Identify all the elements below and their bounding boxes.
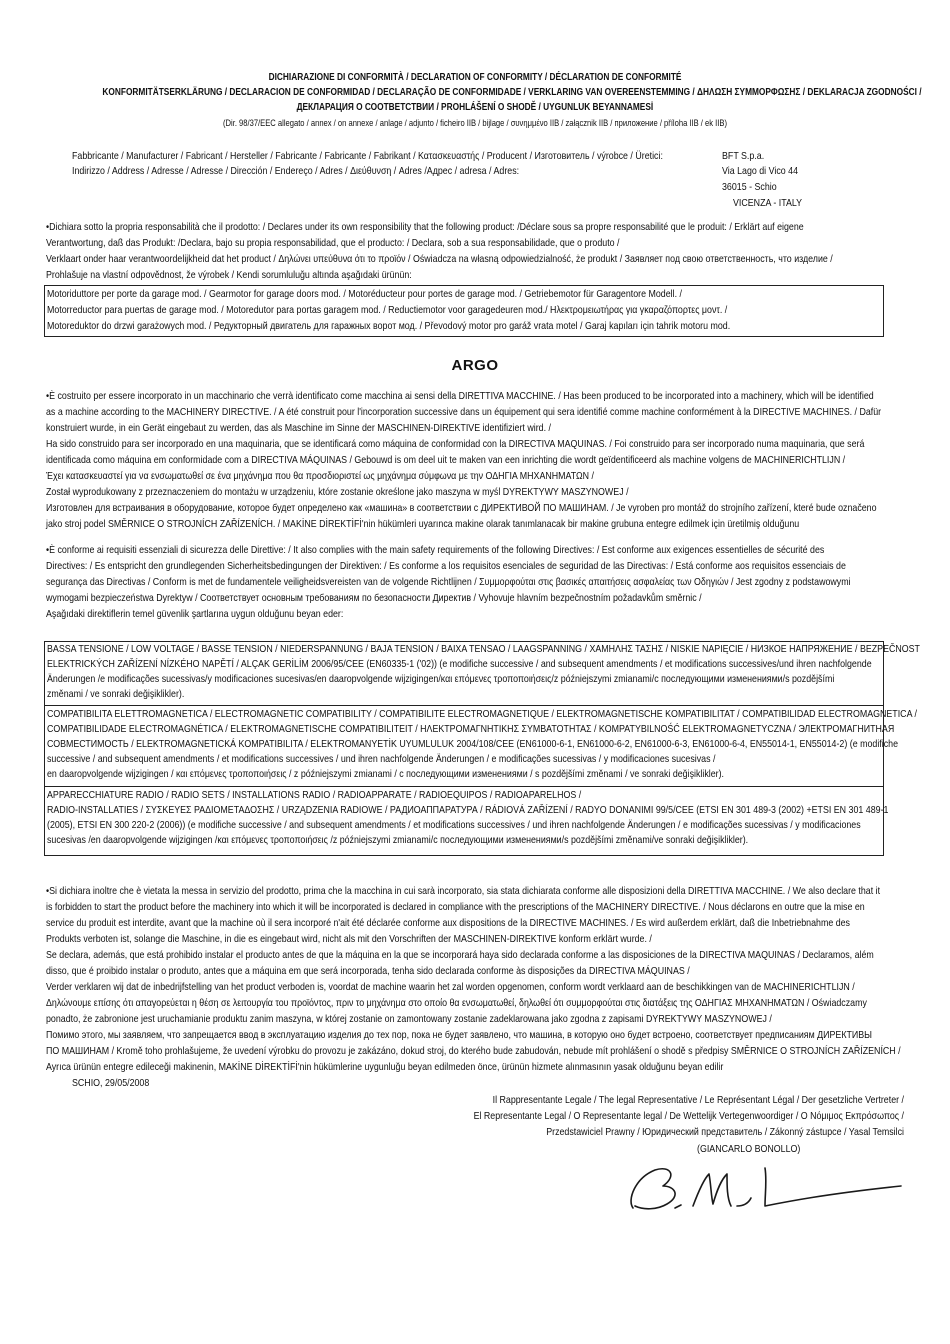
emc-line: COMPATIBILITA ELETTROMAGNETICA / ELECTROMAGNETIC COMPATIBILITY / COMPATIBILITE ELECTROMAGNETIQUE / ELEKTROMAGNETISCHE KOMPATIBILITAT / COMPATIBILIDAD ELECTROMAGNETICA / — [47, 709, 917, 720]
place-date: SCHIO, 29/05/2008 — [72, 1078, 150, 1089]
prohibition-line: ponadto, że zabronione jest uruchamianie produktu zanim maszyna, w której zostanie on zamontowany zostanie zadeklarowana jako zgodna z zapisami DYREKTYWY MASZYNOWEJ / — [46, 1014, 772, 1025]
incorporation-line: identificada como máquina em conformidade com a DIRECTIVA MÁQUINAS / Gebouwd is om deel uit te maken van een inrichting die wordt geïdentificeerd als machine volgens de MACHINERICHTLIJN / — [46, 455, 846, 466]
incorporation-line: jako stroj podel SMĚRNICE O STROJNÍCH ZAŘÍZENÍCH. / MAKİNE DİREKTİFİ'nin hükümleri uyarınca makine olarak tanımlanacak bir makine grubuna entegre edilmek için üretilmiş olduğunu — [46, 519, 800, 530]
title-annex-ref: (Dir. 98/37/EEC allegato / annex / on annexe / anlage / adjunto / ficheiro IIB / bijlage / συνημμένο IIB / załącznik IIB / приложение / příloha IIB / ek IIB) — [223, 118, 727, 129]
radio-line: APPARECCHIATURE RADIO / RADIO SETS / INSTALLATIONS RADIO / RADIOAPPARATE / RADIOEQUIPOS / RADIOAPARELHOS / — [47, 790, 582, 801]
address-street: Via Lago di Vico 44 — [722, 166, 798, 177]
model-name: ARGO — [451, 357, 499, 374]
prohibition-line: service du produit est interdite, avant que la machine où il sera incorporé n'ait été déclarée conforme aux dispositions de la DIRECTIVE MACHINES. / Es wird außerdem erklärt, daß die Inbetriebnahme des — [46, 918, 850, 929]
title-line-3: ДЕКЛАРАЦИЯ О СООТВЕТСТВИИ / PROHLÁŠENÍ O SHODĚ / UYGUNLUK BEYANNAMESİ — [296, 102, 654, 113]
complies-line: Aşağıdaki direktiflerin temel güvenlik şartlarına uygun olduğunu beyan eder: — [46, 609, 344, 620]
manufacturer-label: Fabbricante / Manufacturer / Fabricant / Hersteller / Fabricante / Fabricante / Fabrikant / Κατασκευαστής / Producent / Изготовитель / výrobce / Üretici: — [72, 151, 663, 162]
title-line-2: KONFORMITÄTSERKLÄRUNG / DECLARACION DE CONFORMIDAD / DECLARAÇÃO DE CONFORMIDADE / VERKLARING VAN OVEREENSTEMMING / ΔΗΛΩΣΗ ΣΥΜΜΟΡΦΩΣΗΣ / DEKLARACJA ZGODNOŚCI / — [102, 87, 922, 98]
section-divider — [45, 786, 883, 787]
prohibition-line: •Si dichiara inoltre che è vietata la messa in servizio del prodotto, prima che la macchina in cui sarà incorporato, sia stata dichiarata conforme alle disposizioni della DIRETTIVA MACCHINE. / We also declare that it — [46, 886, 881, 897]
incorporation-line: Έχει κατασκευαστεί για να ενσωματωθεί σε ένα μηχάνημα που θα προσδιοριστεί ως μηχάνημα σύμφωνα με την ΟΔΗΓΙΑ ΜΗΧΑΝΗΜΑΤΩΝ / — [46, 471, 594, 482]
product-box — [44, 285, 884, 337]
address-region: VICENZA - ITALY — [733, 198, 803, 209]
prohibition-line: Se declara, además, que está prohibido instalar el producto antes de que la máquina en la que se incorporará haya sido declarada conforme a las disposiciones de la DIRECTIVA MAQUINAS / Declaramos, além — [46, 950, 874, 961]
product-line: Motoriduttore per porte da garage mod. / Gearmotor for garage doors mod. / Motoréducteur pour portes de garage mod. / Getriebemotor für Garagentore Modell. / — [47, 289, 682, 300]
directives-box — [44, 641, 920, 856]
incorporation-line: Ha sido construido para ser incorporado en una maquinaria, que se identificará como máquina de conformidad con la DIRECTIVA MAQUINAS. / Foi construido para ser incorporado numa maquinaria, que será — [46, 439, 865, 450]
incorporation-line: •È costruito per essere incorporato in un macchinario che verrà identificato come macchina ai sensi della DIRETTIVA MACCHINE. / Has been produced to be incorporated into a machinery, which will be identified — [46, 391, 874, 402]
complies-line: wymogami bezpieczeństwa Dyrektyw / Соответствует основным требованиям по безопасности Директив / Vyhovuje hlavním bezpečnostním požadavkům směrnic / — [46, 593, 702, 604]
address-city: 36015 - Schio — [722, 182, 777, 193]
radio-line: (2005), ETSI EN 300 220-2 (2006)) (e modifiche successive / and subsequent amendments / et modifications successives / und ihren nachfolgende Änderungen / e modificações sucessivas / y modificaciones — [47, 820, 861, 831]
prohibition-line: Produkts verboten ist, solange die Maschine, in die es eingebaut wird, nicht als mit den Vorschriften der MASCHINEN-DIREKTIVE konform erklärt wurde. / — [46, 934, 652, 945]
signature-stroke-tail — [737, 1198, 751, 1206]
prohibition-line: Ayrıca ürünün entegre edileceği makinenin, MAKİNE DİREKTİFİ'nin hükümlerine uygunluğu beyan edilmeden önce, ürünün hizmete alınmasının yasak olduğunu beyan edilir — [46, 1062, 724, 1073]
manufacturer-name: BFT S.p.a. — [722, 151, 765, 162]
representative-line: El Representante Legal / O Representante legal / De Wettelijk Vertegenwoordiger / Ο Νόμιμος Εκπρόσωπος / — [473, 1111, 904, 1122]
prohibition-line: Помимо этого, мы заявляем, что запрещается ввод в эксплуатацию изделия до тех пор, пока не будет заявлено, что машина, в которую оно будет встроено, соответствует предписаниям ДИРЕКТИВЫ — [46, 1030, 873, 1041]
representative-block — [384, 1093, 904, 1141]
incorporation-line: konstruiert wurde, in ein Gerät eingebaut zu werden, das als Maschine im Sinne der MASCHINEN-DIREKTIVE identifiziert wird. / — [46, 423, 551, 434]
emc-line: COMPATIBILIDADE ELECTROMAGNÉTICA / ELEKTROMAGNETISCHE COMPATIBILITEIT / ΗΛΕΚΤΡΟΜΑΓΝΗΤΙΚΗΣ ΣΥΜΒΑΤΟΤΗΤΑΣ / KOMPATYBILNOŚĆ ELEKTROMAGNETYCZNA / ЭЛЕКТРОМАГНИТНАЯ — [47, 724, 895, 735]
address-label: Indirizzo / Address / Adresse / Adresse / Dirección / Endereço / Adres / Διεύθυνση / Adres /Адрес / adresa / Adres: — [72, 166, 520, 177]
incorporation-line: as a machine according to the MACHINERY DIRECTIVE. / A été construit pour l'incorporation successive dans un équipement qui sera identifié comme machine conformément à la DIRECTIVE MACHINES. / Dafür — [46, 407, 882, 418]
representative-name: (GIANCARLO BONOLLO) — [697, 1144, 801, 1155]
prohibition-line: ПО МАШИНАМ / Kromě toho prohlašujeme, že uvedení výrobku do provozu je zakázáno, dokud stroj, do kterého bude zabudován, nebude mít prohlášení o shodě s předpisy SMĚRNICE O STROJNÍCH ZAŘÍZENÍCH / — [46, 1046, 901, 1057]
low-voltage-line: BASSA TENSIONE / LOW VOLTAGE / BASSE TENSION / NIEDERSPANNUNG / BAJA TENSION / BAIXA TENSAO / LAAGSPANNING / ΧΑΜΗΛΗΣ ΤΑΣΗΣ / NISKIE NAPIĘCIE / НИЗКОЕ НАПРЯЖЕНИЕ / BEZPEČNOST — [47, 644, 920, 655]
declares-line: •Dichiara sotto la propria responsabilità che il prodotto: / Declares under its own responsibility that the following product: /Déclare sous sa propre responsabilité que le produit: / Erklärt auf eigene — [46, 222, 804, 233]
complies-line: •È conforme ai requisiti essenziali di sicurezza delle Direttive: / It also complies with the main safety requirements of the following Directives: / Est conforme aux exigences essentielles de sécurité des — [46, 545, 825, 556]
declares-line: Verantwortung, daß das Produkt: /Declara, bajo su propia responsabilidad, que el producto: / Declara, sob a sua responsabilidade, que o produto / — [46, 238, 620, 249]
title-line-1: DICHIARAZIONE DI CONFORMITÀ / DECLARATION OF CONFORMITY / DÉCLARATION DE CONFORMITÉ — [268, 72, 682, 83]
signature — [615, 1160, 905, 1220]
radio-line: sucesivas /en daaropvolgende wijzigingen /και επόμενες τροποποιήσεις /z późniejszymi zmianami/с последующими изменениями/s pozdějšími změnami/ve sonraki değişiklikler). — [47, 835, 749, 846]
complies-line: segurança das Directivas / Conform is met de fundamentele veiligheidsvereisten van de volgende Richtlijnen / Συμμορφούται στις βασικές απαιτήσεις ασφαλείας των Οδηγιών / Jest zgodny z podstawowymi — [46, 577, 851, 588]
radio-line: RADIO-INSTALLATIES / ΣΥΣΚΕΥΕΣ ΡΑΔΙΟΜΕΤΑΔΟΣΗΣ / URZĄDZENIA RADIOWE / РАДИОАППАРАТУРА / RÁDIOVÁ ZAŘÍZENÍ / RADYO DONANIMI 99/5/CEE (ETSI EN 301 489-3 (2002) +ETSI EN 301 489-1 — [47, 805, 889, 816]
representative-line: Il Rappresentante Legale / The legal Representative / Le Représentant Légal / Der gesetzliche Vertreter / — [492, 1095, 904, 1106]
signature-stroke-l — [765, 1168, 901, 1206]
product-line: Motoreduktor do drzwi garażowych mod. / Редукторный двигатель для гаражных ворот мод. / Převodový motor pro garáž vrata motel / Garaj kapıları için tahrik motoru mod. — [47, 321, 731, 332]
low-voltage-line: Änderungen /e modificações sucessivas/y modificaciones sucesivas/en daaropvolgende wijzigingen/και επόμενες τροποποιήσεις/z późniejszymi zmianami/с последующими изменениями/s pozdějšími — [47, 674, 835, 685]
product-line: Motorreductor para puertas de garage mod. / Motoredutor para portas garagem mod. / Reductiemotor voor garagedeuren mod./ Ηλεκτρομειωτήρας για γκαραζόπορτες μοντ. / — [47, 305, 728, 316]
low-voltage-line: změnami / ve sonraki değişiklikler). — [47, 689, 185, 700]
signature-stroke-b — [631, 1169, 675, 1209]
declares-line: Verklaart onder haar verantwoordelijkheid dat het product / Δηλώνει υπεύθυνα ότι το προϊόν / Oświadcza na własną odpowiedzialność, że produkt / Заявляет под свою ответственность, что изделие / — [46, 254, 833, 265]
declares-line: Prohlašuje na vlastní odpovědnost, že výrobek / Kendi sorumluluğu altında aşağıdaki ürünün: — [46, 270, 412, 281]
incorporation-line: Изготовлен для встраивания в оборудование, которое будет определено как «машина» в соответствии с ДИРЕКТИВОЙ ПО МАШИНАМ. / Je vyroben pro montáž do strojního zařízení, které bude označeno — [46, 503, 877, 514]
emc-line: successive / and subsequent amendments / et modifications successives / und ihren nachfolgende Änderungen / e modificações sucessivas / y modificaciones sucesivas / — [47, 754, 716, 765]
signature-stroke-m — [693, 1174, 731, 1206]
prohibition-line: Verder verklaren wij dat de inbedrijfstelling van het product verboden is, voordat de machine waarin het zal worden opgenomen, conform wordt verklaard aan de beschikkingen van de MACHINERICHTLIJN / — [46, 982, 855, 993]
prohibition-line: disso, que é proibido instalar o produto, antes que a máquina em que será incorporada, tenha sido declarada conforme às disposições da DIRECTIVA MÁQUINAS / — [46, 966, 690, 977]
emc-line: en daaropvolgende wijzigingen / και επόμενες τροποποιήσεις / z późniejszymi zmianami / с последующими изменениями / s pozdějšími změnami / ve sonraki değişiklikler). — [47, 769, 725, 780]
signature-stroke-dot — [675, 1205, 681, 1208]
emc-line: СОВМЕСТИМОСТЬ / ELEKTROMAGNETICKÁ KOMPATIBILITA / ELEKTROMANYETİK UYUMLULUK 2004/108/CEE (EN61000-6-1, EN61000-6-2, EN61000-6-3, EN61000-6-4, EN55014-1, EN55014-2) (e modifiche — [47, 739, 899, 750]
complies-line: Directives: / Es entspricht den grundlegenden Sicherheitsbedingungen der Direktiven: / Es conforme a los requisitos esenciales de seguridad de las Directivas: / Está conforme aos requisitos essenciais de — [46, 561, 846, 572]
low-voltage-line: ELEKTRICKÝCH ZAŘÍZENÍ NÍZKÉHO NAPĚTÍ / ALÇAK GERİLİM 2006/95/CEE (EN60335-1 ('02)) (e modifiche successive / and subsequent amendments / et modifications successives/und ihren nachfolgende — [47, 659, 872, 670]
section-divider — [45, 705, 883, 706]
prohibition-line: is forbidden to start the product before the machinery into which it will be incorporated is declared in compliance with the prescriptions of the MACHINERY DIRECTIVE. / Nous déclarons en outre que la mise en — [46, 902, 865, 913]
representative-line: Przedstawiciel Prawny / Юридический представитель / Zákonný zástupce / Yasal Temsilci — [546, 1127, 904, 1138]
incorporation-line: Został wyprodukowany z przeznaczeniem do montażu w urządzeniu, które zostanie określone jako maszyna w myśl DYREKTYWY MASZYNOWEJ / — [46, 487, 629, 498]
prohibition-line: Δηλώνουμε επίσης ότι απαγορεύεται η θέση σε λειτουργία του προϊόντος, πριν το μηχάνημα στο οποίο θα ενσωματωθεί, δηλωθεί ότι συμμορφούται στις διατάξεις της ΟΔΗΓΙΑΣ ΜΗΧΑΝΗΜΑΤΩΝ / Oświadczamy — [46, 998, 867, 1009]
